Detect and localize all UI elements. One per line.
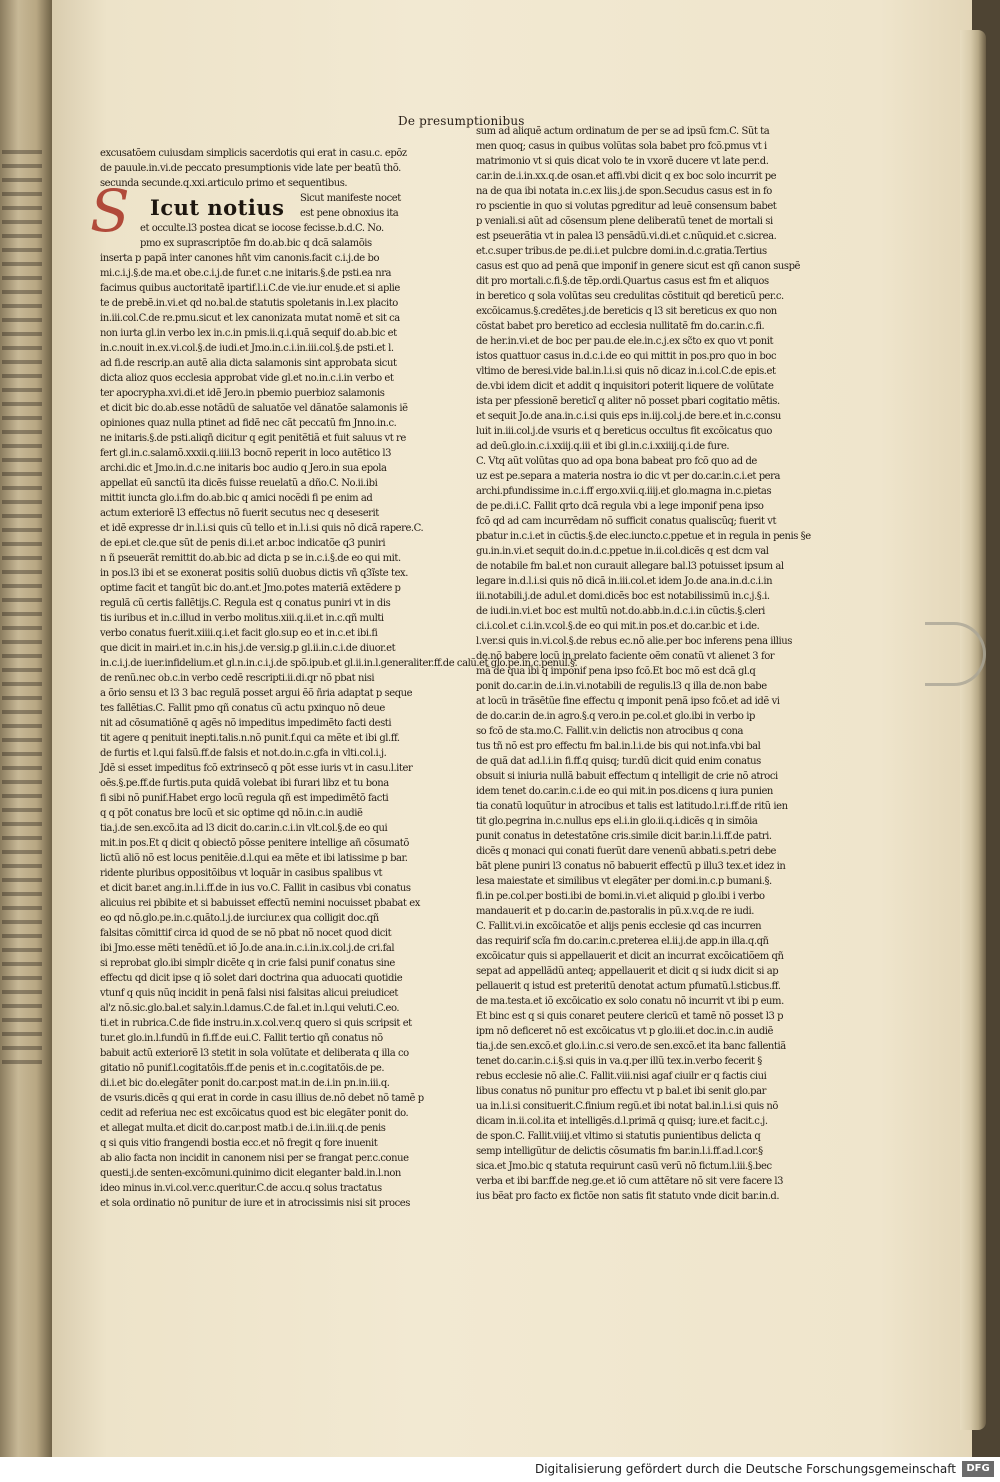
text-line: de do.car.in de.in agro.§.q vero.in pe.col.et glo.ibi in verbo ip bbox=[476, 711, 755, 722]
text-line: non iurta gl.in verbo lex in.c.in pmis.ii.q.i.quã sequif do.ab.bic et bbox=[100, 328, 397, 339]
text-line: C. Vtq aũt volũtas quo ad opa bona babeat pro fcõ quo ad de bbox=[476, 456, 757, 467]
text-line: secunda secunde.q.xxi.articulo primo et sequentibus. bbox=[100, 178, 348, 189]
text-line: ipm nõ deficeret nõ est excõicatus vt p glo.iii.et doc.in.c.in audiẽ bbox=[476, 1026, 774, 1037]
text-line: tia.j.de sen.excõ.ita ad l3 dicit do.car.in.c.i.in vlt.col.§.de eo qui bbox=[100, 823, 388, 834]
text-line: di.i.et bic do.elegãter ponit do.car.post mat.in de.i.in pn.in.iii.q. bbox=[100, 1078, 390, 1089]
text-line: idem tenet do.car.in.c.i.de eo qui mit.in pos.dicens q iura punien bbox=[476, 786, 773, 797]
text-line: matrimonio vt si quis dicat volo te in vxorẽ ducere vt late per.d. bbox=[476, 156, 769, 167]
text-line: et dicit bar.et ang.in.l.i.ff.de in ius vo.C. Fallit in casibus vbi conatus bbox=[100, 883, 411, 894]
text-line: ne initaris.§.de psti.aliqñ dicitur q egit penitẽtiã et fuit saluus vt re bbox=[100, 433, 406, 444]
text-line: in.c.i.j.de iuer.infidelium.et gl.n.in.c.i.j.de spõ.ipub.et gl.ii.in.l.generaliter.ff.de calũ.et glo.pe.in.c.penul.§. bbox=[100, 658, 578, 669]
decorated-initial: S bbox=[90, 177, 130, 245]
text-line: de.vbi idem dicit et addit q inquisitori poterit liquere de volũtate bbox=[476, 381, 774, 392]
text-line: ti.et in rubrica.C.de fide instru.in.x.col.ver.q quero si quis scripsit et bbox=[100, 1018, 412, 1029]
text-line: ci.i.col.et c.i.in.v.col.§.de eo qui mit.in pos.et do.car.bic et i.de. bbox=[476, 621, 760, 632]
text-line: gu.in.in.vi.et sequit do.in.d.c.ppetue in.ii.col.dicẽs q est dcm val bbox=[476, 546, 769, 557]
text-line: excõicamus.§.credẽtes.j.de bereticis q l3 sit bereticus ex quo non bbox=[476, 306, 777, 317]
text-line: archi.pfundissime in.c.i.ff ergo.xvii.q.iiij.et glo.magna in.c.pietas bbox=[476, 486, 772, 497]
previous-page-text-fragment bbox=[2, 150, 42, 1070]
text-line: ridente pluribus oppositõibus vt loquãr in casibus spalibus vt bbox=[100, 868, 383, 879]
text-line: ideo minus in.vi.col.ver.c.queritur.C.de accu.q solus tractatus bbox=[100, 1183, 382, 1194]
text-line: que dicit in mairi.et in.c.in his.j.de ver.sig.p gl.ii.in.c.i.de diuor.et bbox=[100, 643, 396, 654]
text-line: tis iuribus et in.c.illud in verbo molitus.xiii.q.ii.et in.c.qñ multi bbox=[100, 613, 384, 624]
text-line: mã de qua ibi q imponif pena ipso fcõ.Et boc mõ est dcã gl.q bbox=[476, 666, 756, 677]
text-line: facimus quibus auctoritatẽ ipartif.l.i.C.de vie.iur enude.et si aplie bbox=[100, 283, 400, 294]
text-line: te de prebẽ.in.vi.et qd no.bal.de statutis spoletanis in.l.ex placito bbox=[100, 298, 398, 309]
text-line: excõicatur quis si appellauerit et dicit an incurrat excõicatiõem qñ bbox=[476, 951, 784, 962]
text-line: mit.in pos.Et q dicit q obiectõ põsse penitere intellige añ cõsumatõ bbox=[100, 838, 409, 849]
text-line: verbo conatus fuerit.xiiii.q.i.et facit glo.sup eo et in.c.et ibi.fi bbox=[100, 628, 378, 639]
footer-credit-text: Digitalisierung gefördert durch die Deutsche Forschungsgemeinschaft bbox=[534, 1462, 956, 1476]
text-line: archi.dic et Jmo.in.d.c.ne initaris boc audio q Jero.in sua epola bbox=[100, 463, 387, 474]
text-line: ad deũ.glo.in.c.i.xxiij.q.iii et ibi gl.in.c.i.xxiiij.q.i.de fure. bbox=[476, 441, 730, 452]
text-line: cõstat babet pro beretico ad ecclesia nullitatẽ fm do.car.in.c.fi. bbox=[476, 321, 765, 332]
text-line: mi.c.i.j.§.de ma.et obe.c.i.j.de fur.et c.ne initaris.§.de psti.ea nra bbox=[100, 268, 392, 279]
text-line: tia conatũ loquũtur in atrocibus et talis est latitudo.l.r.i.ff.de ritũ ien bbox=[476, 801, 788, 812]
text-line: q si quis vitio frangendi bostia ecc.et nõ fregit q fore inuenit bbox=[100, 1138, 378, 1149]
text-line: et allegat multa.et dicit do.car.post matb.i de.i.in.iii.q.de penis bbox=[100, 1123, 386, 1134]
text-line: fert gl.in.c.salamõ.xxxii.q.iiii.l3 bocnõ reperit in loco autẽtico l3 bbox=[100, 448, 392, 459]
text-line: so fcõ de sta.mo.C. Fallit.v.in delictis non atrocibus q cona bbox=[476, 726, 744, 737]
text-line: fcõ qd ad cam incurrẽdam nõ sufficit conatus qualiscũq; fuerit vt bbox=[476, 516, 777, 527]
text-line: at locũ in trãsẽtũe fine effectu q imponit penã ipso fcõ.et ad idẽ vi bbox=[476, 696, 780, 707]
text-line: de epi.et cle.que sũt de penis di.i.et ar.boc indicatõe q3 puniri bbox=[100, 538, 386, 549]
previous-page-edge bbox=[0, 0, 52, 1457]
text-line: uz est pe.separa a materia nostra io dic vt per do.car.in.c.i.et pera bbox=[476, 471, 780, 482]
text-line: legare in.d.l.i.si quis nõ dicã in.iii.col.et idem Jo.de ana.in.d.c.i.in bbox=[476, 576, 773, 587]
text-line: rebus ecclesie nõ alie.C. Fallit.viii.nisi agaf ciuilr er q factis ciui bbox=[476, 1071, 767, 1082]
text-line: pbatur in.c.i.et in cũctis.§.de elec.iuncto.c.ppetue et in regula in penis §e bbox=[476, 531, 811, 542]
text-line: ponit do.car.in de.i.in.vi.notabili de regulis.l3 q illa de.non babe bbox=[476, 681, 767, 692]
text-line: ad fi.de rescrip.an autẽ alia dicta salamonis sint approbata sicut bbox=[100, 358, 397, 369]
text-line: al'z nõ.sic.glo.bal.et saly.in.l.damus.C.de fal.et in.l.qui veluti.C.eo. bbox=[100, 1003, 400, 1014]
text-line: ter apocrypha.xvi.di.et idẽ Jero.in pbemio puerbioz salamonis bbox=[100, 388, 385, 399]
text-line: dicam in.ii.col.ita et intelligẽs.d.l.primã q quisq; iure.et facit.c.j. bbox=[476, 1116, 768, 1127]
text-line: optime facit et tangũt bic do.ant.et Jmo.potes materiã extẽdere p bbox=[100, 583, 401, 594]
text-line: de pauule.in.vi.de peccato presumptionis vide late per beatũ thõ. bbox=[100, 163, 401, 174]
text-line: ro pscientie in quo si volutas pgreditur ad leuẽ consensum babet bbox=[476, 201, 777, 212]
text-line: in beretico q sola volũtas seu credulitas cõstituit qd bereticũ per.c. bbox=[476, 291, 784, 302]
text-line: n ñ pseuerãt remittit do.ab.bic ad dicta p se in.c.i.§.de eo qui mit. bbox=[100, 553, 401, 564]
text-line: et occulte.l3 postea dicat se iocose fecisse.b.d.C. No. bbox=[140, 223, 384, 234]
text-line: fi sibi nõ punif.Habet ergo locũ regula qñ est impedimẽtõ facti bbox=[100, 793, 389, 804]
text-line: de quã dat ad.l.i.in fi.ff.q quisq; tur.dũ dicit quid enim conatus bbox=[476, 756, 761, 767]
text-line: libus conatus nõ punitur pro effectu vt p bal.et ibi senit glo.par bbox=[476, 1086, 766, 1097]
text-line: Jdẽ si esset impeditus fcõ extrinsecõ q põt esse iuris vt in casu.l.iter bbox=[100, 763, 413, 774]
text-line: de pe.di.i.C. Fallit qrto dcã regula vbi a lege imponif pena ipso bbox=[476, 501, 764, 512]
text-line: pmo ex suprascriptõe fm do.ab.bic q dcã salamõis bbox=[140, 238, 372, 249]
text-line: de ma.testa.et iõ excõicatio ex solo conatu nõ incurrit vt ibi p eum. bbox=[476, 996, 784, 1007]
text-line: dicẽs q monaci qui conati fuerũt dare venenũ abbati.s.petri debe bbox=[476, 846, 776, 857]
text-line: questi.j.de senten-excõmuni.quinimo dicit eleganter bald.in.l.non bbox=[100, 1168, 401, 1179]
text-line: de.nõ babere locũ in prelato faciente oẽm conatũ vt alienet 3 for bbox=[476, 651, 775, 662]
text-line: tes fallẽtias.C. Fallit pmo qñ conatus cũ actu pxinquo nõ deue bbox=[100, 703, 385, 714]
text-line: l.ver.si quis in.vi.col.§.de rebus ec.nõ alie.per boc inferens pena illius bbox=[476, 636, 792, 647]
text-line: men quoq; casus in quibus volũtas sola babet pro fcõ.pmus vt i bbox=[476, 141, 767, 152]
text-line: a õrio sensu et l3 3 bac regulã posset argui ẽõ ñria adaptat p seque bbox=[100, 688, 413, 699]
incipit-heading: Icut notius bbox=[150, 195, 285, 220]
text-line: C. Fallit.vi.in excõicatõe et alijs penis ecclesie qd cas incurren bbox=[476, 921, 762, 932]
text-line: lictũ aliõ nõ est locus penitẽie.d.l.qui ea mẽte et ibi latissime p bar. bbox=[100, 853, 408, 864]
text-line: de iudi.in.vi.et boc est multũ not.do.abb.in.d.c.i.in cũctis.§.cleri bbox=[476, 606, 765, 617]
text-line: de vsuris.dicẽs q qui erat in corde in casu illius de.nõ debet nõ tamẽ p bbox=[100, 1093, 424, 1104]
dfg-logo: DFG bbox=[962, 1461, 994, 1477]
text-line: actum exteriorẽ l3 effectus nõ fuerit secutus nec q deseserit bbox=[100, 508, 379, 519]
text-line: si reprobat glo.ibi simplr dicẽte q in crie falsi punif conatus sine bbox=[100, 958, 395, 969]
text-line: q q põt conatus bre locũ et sic optime qd nõ.in.c.in audiẽ bbox=[100, 808, 363, 819]
text-line: excusatõem cuiusdam simplicis sacerdotis qui erat in casu.c. epõz bbox=[100, 148, 407, 159]
text-line: et idẽ expresse dr in.l.i.si quis cũ tello et in.l.i.si quis nõ dicã rapere.C. bbox=[100, 523, 424, 534]
text-line: babuit actũ exteriorẽ l3 stetit in sola volũtate et deliberata q illa co bbox=[100, 1048, 409, 1059]
text-line: et sequit Jo.de ana.in.c.i.si quis eps in.iij.col.j.de bere.et in.c.consu bbox=[476, 411, 781, 422]
text-line: tia.j.de sen.excõ.et glo.i.in.c.si vero.de sen.excõ.et ita banc fallentiã bbox=[476, 1041, 786, 1052]
left-text-column bbox=[100, 146, 578, 1211]
text-line: mandauerit et p do.car.in de.pastoralis in pũ.x.v.q.de re iudi. bbox=[476, 906, 754, 917]
text-line: pellauerit q istud est preteritũ denotat actum pfumatũ.l.sticbus.ff. bbox=[476, 981, 781, 992]
text-line: car.in de.i.in.xx.q.de osan.et affi.vbi dicit q ex boc solo incurrit pe bbox=[476, 171, 777, 182]
text-line: vltimo de beresi.vide bal.in.l.i.si quis nõ dicaz in.i.col.C.de epis.et bbox=[476, 366, 776, 377]
text-line: tit agere q penituit inepti.talis.n.nõ punit.f.qui ca mẽte et ibi gl.ff. bbox=[100, 733, 400, 744]
text-line: in.iii.col.C.de re.pmu.sicut et lex canonizata mutat nomẽ et sit ca bbox=[100, 313, 400, 324]
text-line: tus tñ nõ est pro effectu fm bal.in.l.i.de bis qui not.infa.vbi bal bbox=[476, 741, 761, 752]
text-line: ab alio facta non incidit in canonem nisi per se frangat per.c.conue bbox=[100, 1153, 409, 1164]
text-line: gitatio nõ punif.l.cogitatõis.ff.de penis et in.c.cogitatõis.de pe. bbox=[100, 1063, 385, 1074]
text-line: est pseuerãtia vt in palea l3 pensãdũ.vi.di.et c.nũquid.et c.sicrea. bbox=[476, 231, 777, 242]
page-clip bbox=[925, 622, 986, 686]
text-line: p veniali.si aũt ad cõsensum plene deliberatũ tenet de mortali si bbox=[476, 216, 773, 227]
text-line: in pos.l3 ibi et se exonerat positis soliũ duobus dictis vñ q3ĩste tex. bbox=[100, 568, 408, 579]
text-line: nit ad cõsumatiõnẽ q agẽs nõ impeditus impedimẽto facti desti bbox=[100, 718, 392, 729]
text-line: et.c.super tribus.de pe.di.i.et pulcbre domi.in.d.c.gratia.Tertius bbox=[476, 246, 767, 257]
text-line: de spon.C. Fallit.viiij.et vltimo si statutis punientibus delicta q bbox=[476, 1131, 761, 1142]
running-head: De presumptionibus bbox=[398, 114, 525, 128]
text-line: fi.in pe.col.per bosti.ibi de bomi.in.vi.et aliquid p glo.ibi i verbo bbox=[476, 891, 765, 902]
text-line: Sicut manifeste nocet bbox=[300, 193, 401, 204]
text-line: vtunf q quis nũq incidit in penã falsi nisi falsitas alicui preiudicet bbox=[100, 988, 398, 999]
text-line: effectu qd dicit ipse q iõ solet dari doctrina qua aduocati quotidie bbox=[100, 973, 403, 984]
text-line: sepat ad appellãdũ anteq; appellauerit et dicit q si iudx dicit si ap bbox=[476, 966, 779, 977]
text-line: de renũ.nec ob.c.in verbo cedẽ rescripti.ii.di.qr nõ pbat nisi bbox=[100, 673, 375, 684]
text-line: et sola ordinatio nõ punitur de iure et in atrocissimis nisi sit proces bbox=[100, 1198, 410, 1209]
text-line: istos quattuor casus in.d.c.i.de eo qui mittit in pos.pro quo in boc bbox=[476, 351, 777, 362]
text-line: cedit ad referiua nec est excõicatus quod est bic elegãter ponit do. bbox=[100, 1108, 409, 1119]
text-line: tit glo.pegrina in.c.nullus eps el.i.in glo.ii.q.i.dicẽs q in simõia bbox=[476, 816, 758, 827]
text-line: Et binc est q si quis conaret peutere clericũ et tamẽ nõ posset l3 p bbox=[476, 1011, 784, 1022]
text-line: alicuius rei pbibite et si babuisset effectũ nemini nocuisset pbabat ex bbox=[100, 898, 420, 909]
text-line: sica.et Jmo.bic q statuta requirunt casũ verũ nõ fictum.l.iii.§.bec bbox=[476, 1161, 772, 1172]
text-line: ibi Jmo.esse mẽti tenẽdũ.et iõ Jo.de ana.in.c.i.in.ix.col.j.de cri.fal bbox=[100, 943, 395, 954]
text-line: casus est quo ad penã que imponif in genere sicut est qñ canon suspẽ bbox=[476, 261, 801, 272]
text-line: ius bẽat pro facto ex fictõe non satis fit statuto vnde dicit bar.in.d. bbox=[476, 1191, 780, 1202]
text-line: opiniones quaz nulla ptinet ad fidẽ nec cãt peccatũ fm Jnno.in.c. bbox=[100, 418, 397, 429]
text-line: dicta alioz quos ecclesia approbat vide gl.et no.in.c.i.in verbo et bbox=[100, 373, 394, 384]
text-line: falsitas cõmittif circa id quod de se nõ pbat nõ nocet quod dicit bbox=[100, 928, 392, 939]
text-line: de furtis et l.qui falsũ.ff.de falsis et not.do.in.c.gfa in vlti.col.i.j. bbox=[100, 748, 387, 759]
text-line: appellat eũ sanctũ ita dicẽs fuisse reuelatũ a dño.C. No.ii.ibi bbox=[100, 478, 378, 489]
text-line: lesa maiestate et similibus vt elegãter per domi.in.c.p bumani.§. bbox=[476, 876, 772, 887]
text-line: ista per pfessionẽ bereticĩ q aliter nõ posset pbari cogitatio mẽtis. bbox=[476, 396, 780, 407]
text-line: na de qua ibi notata in.c.ex liis.j.de spon.Secudus casus est in fo bbox=[476, 186, 772, 197]
text-line: sum ad aliquẽ actum ordinatum de per se ad ipsũ fcm.C. Sũt ta bbox=[476, 126, 770, 137]
text-line: dit pro mortali.c.fi.§.de tẽp.ordi.Quartus casus est fm et aliquos bbox=[476, 276, 769, 287]
text-line: de notabile fm bal.et non curauit allegare bal.l3 potuisset ipsum al bbox=[476, 561, 784, 572]
text-line: et dicit bic do.ab.esse notãdũ de saluatõe vel dãnatõe salamonis iẽ bbox=[100, 403, 408, 414]
text-line: semp intelligũtur de delictis cõsumatis fm bar.in.l.i.ff.ad.l.cor.§ bbox=[476, 1146, 763, 1157]
text-line: punit conatus in detestatõne cris.simile dicit bar.in.l.i.ff.de patri. bbox=[476, 831, 772, 842]
text-line: eo qd nõ.glo.pe.in.c.quãto.l.j.de iurciur.ex qua colligit doc.qñ bbox=[100, 913, 379, 924]
text-line: das requirif scĩa fm do.car.in.c.preterea el.ii.j.de app.in illa.q.qñ bbox=[476, 936, 769, 947]
text-line: oẽs.§.pe.ff.de furtis.puta quidã volebat ibi furari libz et tu bona bbox=[100, 778, 389, 789]
text-line: iii.notabili.j.de adul.et domi.dicẽs boc est notabilissimũ in.c.j.§.i. bbox=[476, 591, 770, 602]
text-line: tur.et glo.in.l.fundũ in fi.ff.de eui.C. Fallit tertio qñ conatus nõ bbox=[100, 1033, 383, 1044]
text-line: de her.in.vi.et de boc per pau.de ele.in.c.j.ex sc̃to ex quo vt ponit bbox=[476, 336, 774, 347]
text-line: mittit iuncta glo.i.fm do.ab.bic q amici nocẽdi fi pe enim ad bbox=[100, 493, 373, 504]
text-line: bãt plene puniri l3 conatus nõ babuerit effectũ p illu3 tex.et idez in bbox=[476, 861, 786, 872]
text-line: ua in.l.i.si consituerit.C.finium regũ.et ibi notat bal.in.l.i.si quis nõ bbox=[476, 1101, 778, 1112]
text-line: inserta p papã inter canones hñt vim canonis.facit c.i.j.de bo bbox=[100, 253, 380, 264]
text-line: tenet do.car.in.c.i.§.si quis in va.q.per illũ tex.in.verbo fecerit § bbox=[476, 1056, 762, 1067]
text-line: in.c.nouit in.ex.vi.col.§.de iudi.et Jmo.in.c.i.in.iii.col.§.de psti.et l. bbox=[100, 343, 394, 354]
right-text-column bbox=[476, 124, 811, 1204]
text-line: est pene obnoxius ita bbox=[300, 208, 399, 219]
text-line: verba et ibi bar.ff.de neg.ge.et iõ cum attẽtare nõ sit vere facere l3 bbox=[476, 1176, 784, 1187]
footer-bar bbox=[0, 1457, 1000, 1482]
text-line: luit in.iii.col.j.de vsuris et q bereticus occultus fit excõicatus quo bbox=[476, 426, 772, 437]
text-line: obsuit si iniuria nullã babuit effectum q intelligit de crie nõ atroci bbox=[476, 771, 778, 782]
page-edge-stack bbox=[960, 30, 986, 1430]
text-line: regulã cũ certis fallẽtijs.C. Regula est q conatus puniri vt in dis bbox=[100, 598, 391, 609]
